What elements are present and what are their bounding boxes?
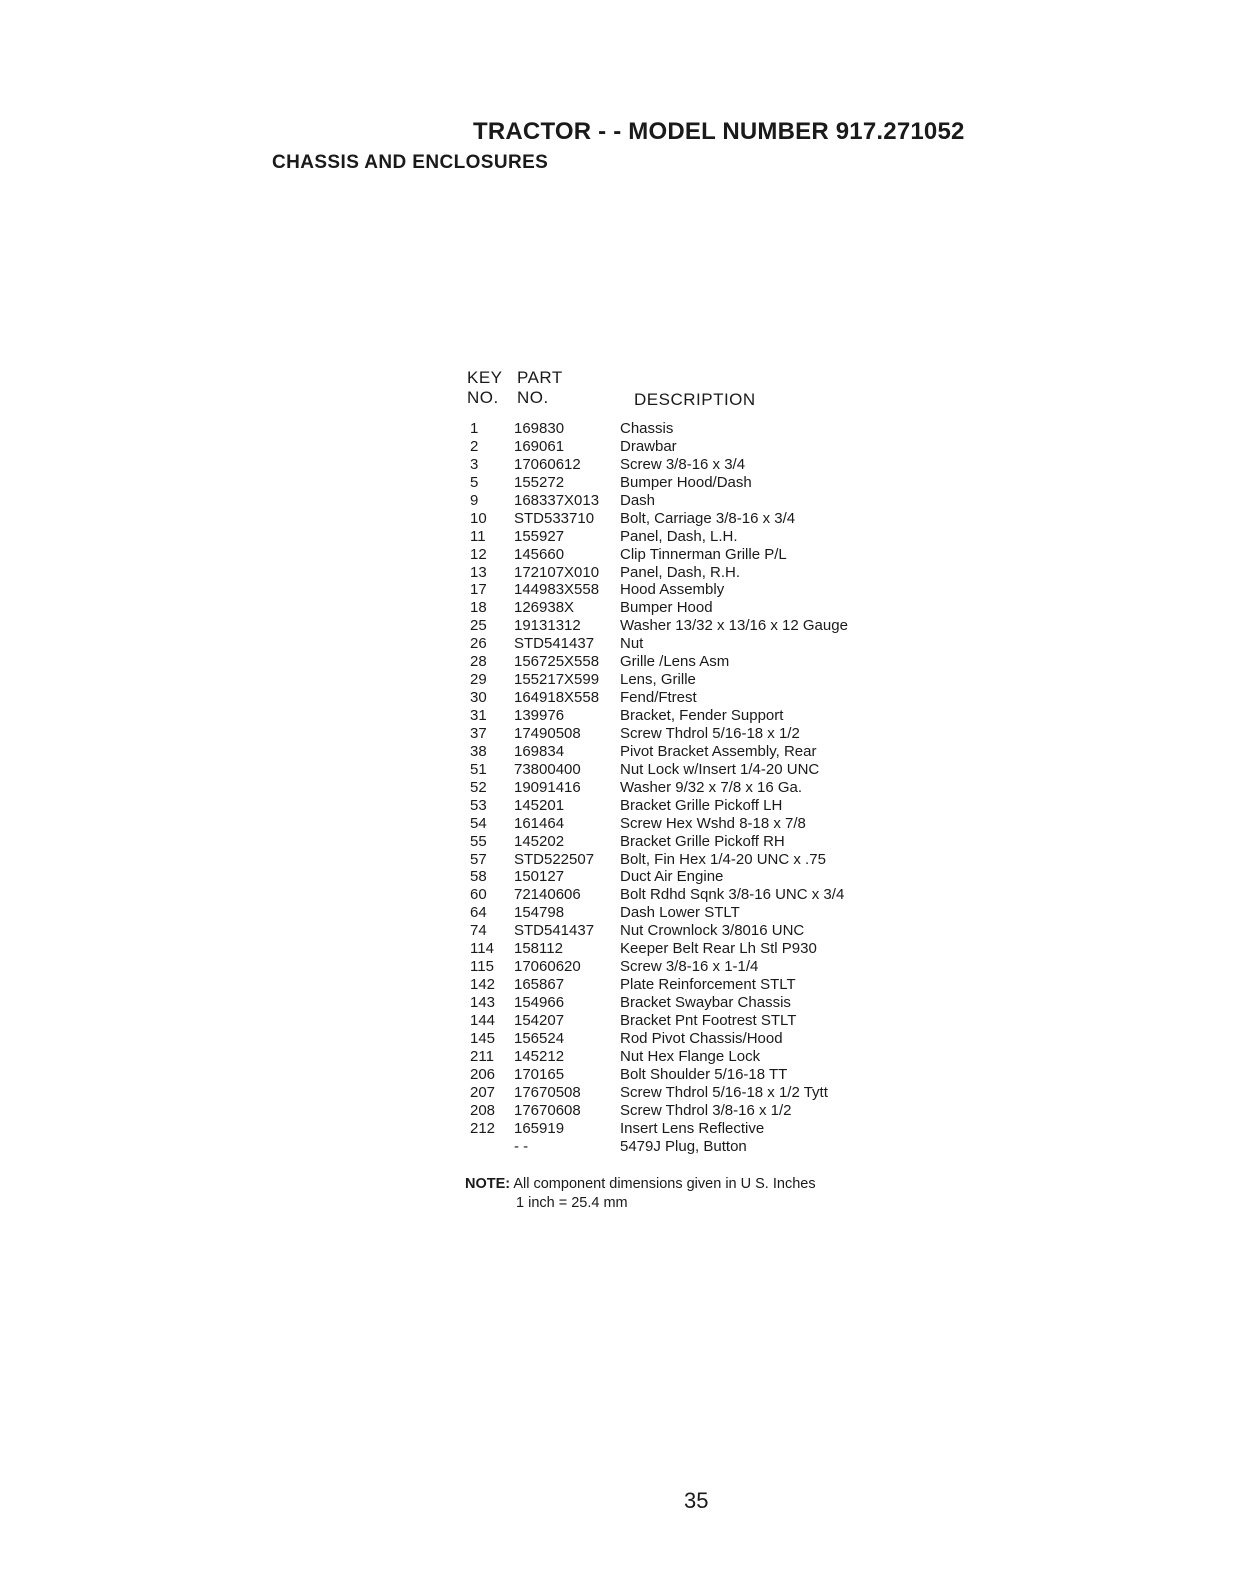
part-no: 17670508 [514, 1083, 581, 1101]
key-no: 60 [470, 886, 487, 904]
part-no: 17060612 [514, 455, 581, 473]
key-no: 51 [470, 760, 487, 778]
key-no: 30 [470, 689, 487, 707]
description: Nut [620, 635, 644, 653]
key-no: 1 [470, 420, 479, 437]
key-no: 28 [470, 653, 487, 671]
key-no: 3 [470, 455, 479, 473]
description: Panel, Dash, L.H. [620, 527, 738, 545]
part-no: 172107X010 [514, 563, 600, 581]
key-no: 26 [470, 635, 487, 653]
key-no: 57 [470, 850, 487, 868]
description: Hood Assembly [620, 581, 725, 599]
note-line1: All component dimensions given in U S. Inches [510, 1176, 816, 1192]
description: Bolt Rdhd Sqnk 3/8-16 UNC x 3/4 [620, 886, 845, 904]
key-no: 31 [470, 707, 487, 724]
description: Bracket, Fender Support [620, 707, 784, 724]
description: Screw Thdrol 5/16-18 x 1/2 [620, 724, 800, 742]
key-no: 17 [470, 581, 487, 599]
description: Bolt, Carriage 3/8-16 x 3/4 [620, 509, 796, 527]
header-part-line1: PART [517, 368, 563, 387]
description: Keeper Belt Rear Lh Stl P930 [620, 940, 817, 958]
description: Screw Thdrol 5/16-18 x 1/2 Tytt [620, 1083, 828, 1101]
part-no: 169834 [514, 742, 565, 760]
page-number: 35 [684, 1488, 709, 1513]
part-no: 170165 [514, 1065, 565, 1083]
part-no: 17670608 [514, 1101, 581, 1119]
part-no: 155217X599 [514, 671, 600, 689]
note-conversion: 1 inch = 25.4 mm [516, 1195, 628, 1211]
description: Plate Reinforcement STLT [620, 976, 796, 994]
description: Chassis [620, 420, 674, 437]
key-no: 212 [470, 1119, 496, 1137]
part-no: STD522507 [514, 850, 595, 868]
key-no: 114 [470, 940, 494, 958]
description: Bracket Swaybar Chassis [620, 994, 791, 1011]
part-no: 139976 [514, 707, 565, 724]
key-no: 38 [470, 742, 487, 760]
key-no: 143 [470, 994, 496, 1011]
description: Panel, Dash, R.H. [620, 563, 741, 581]
key-no: 11 [470, 527, 486, 545]
part-no: 155927 [514, 527, 565, 545]
key-no: 142 [470, 976, 496, 994]
part-no: 165919 [514, 1119, 565, 1137]
key-no: 207 [470, 1083, 496, 1101]
part-no: 158112 [514, 940, 563, 958]
description: Nut Lock w/Insert 1/4-20 UNC [620, 760, 820, 778]
description: Drawbar [620, 437, 677, 455]
key-no: 55 [470, 832, 487, 850]
part-no: 145202 [514, 832, 565, 850]
description: Bolt Shoulder 5/16-18 TT [620, 1065, 788, 1083]
key-no: 145 [470, 1029, 496, 1047]
description: Fend/Ftrest [620, 689, 697, 707]
part-no: 73800400 [514, 760, 581, 778]
description: Bracket Pnt Footrest STLT [620, 1011, 797, 1029]
description: Bolt, Fin Hex 1/4-20 UNC x .75 [620, 850, 826, 868]
part-no: 150127 [514, 868, 565, 886]
description: Duct Air Engine [620, 868, 724, 886]
part-no: 155272 [514, 473, 565, 491]
description: Clip Tinnerman Grille P/L [620, 545, 787, 563]
key-no: 144 [470, 1011, 496, 1029]
part-no: 126938X [514, 599, 575, 617]
description: 5479J Plug, Button [620, 1137, 747, 1155]
part-no: 145660 [514, 545, 565, 563]
part-no: 168337X013 [514, 491, 600, 509]
part-no: 19091416 [514, 778, 581, 796]
part-no: 17490508 [514, 724, 581, 742]
key-no: 208 [470, 1101, 496, 1119]
part-no: 156524 [514, 1029, 565, 1047]
key-no: 18 [470, 599, 487, 617]
page-title: TRACTOR - - MODEL NUMBER 917.271052 [473, 118, 965, 145]
part-no: 169061 [514, 437, 565, 455]
description: Bumper Hood/Dash [620, 473, 752, 491]
description: Dash Lower STLT [620, 904, 740, 922]
key-no: 64 [470, 904, 487, 922]
description: Bumper Hood [620, 599, 713, 617]
key-no: 9 [470, 491, 479, 509]
part-no: 165867 [514, 976, 565, 994]
part-no: 17060620 [514, 958, 581, 976]
description: Nut Hex Flange Lock [620, 1047, 761, 1065]
description: Nut Crownlock 3/8016 UNC [620, 922, 805, 940]
part-no: 145201 [514, 796, 565, 814]
description: Bracket Grille Pickoff RH [620, 832, 785, 850]
key-no: 206 [470, 1065, 496, 1083]
header-key-line1: KEY [467, 368, 503, 387]
section-title: CHASSIS AND ENCLOSURES [272, 152, 549, 173]
description: Bracket Grille Pickoff LH [620, 796, 783, 814]
part-no: STD541437 [514, 635, 595, 653]
header-part-line2: NO. [517, 388, 549, 407]
description: Rod Pivot Chassis/Hood [620, 1029, 783, 1047]
key-no: 115 [470, 958, 494, 976]
key-no: 211 [470, 1047, 494, 1065]
key-no: 5 [470, 473, 479, 491]
part-no: STD533710 [514, 509, 595, 527]
part-no: 164918X558 [514, 689, 600, 707]
description: Washer 13/32 x 13/16 x 12 Gauge [620, 617, 848, 635]
key-no: 13 [470, 563, 487, 581]
note-label: NOTE: [465, 1176, 511, 1192]
description: Screw 3/8-16 x 3/4 [620, 455, 746, 473]
key-no: 10 [470, 509, 487, 527]
part-no: STD541437 [514, 922, 595, 940]
part-no: - - [514, 1137, 529, 1155]
key-no: 54 [470, 814, 487, 832]
part-no: 169830 [514, 420, 565, 437]
key-no: 37 [470, 724, 487, 742]
key-no: 52 [470, 778, 487, 796]
part-no: 161464 [514, 814, 565, 832]
key-no: 29 [470, 671, 487, 689]
description: Pivot Bracket Assembly, Rear [620, 742, 817, 760]
part-no: 144983X558 [514, 581, 600, 599]
part-no: 156725X558 [514, 653, 600, 671]
part-no: 154207 [514, 1011, 565, 1029]
part-no: 145212 [514, 1047, 565, 1065]
key-no: 74 [470, 922, 487, 940]
part-no: 154966 [514, 994, 565, 1011]
part-no: 72140606 [514, 886, 581, 904]
description: Screw Hex Wshd 8-18 x 7/8 [620, 814, 806, 832]
description: Washer 9/32 x 7/8 x 16 Ga. [620, 778, 803, 796]
description: Screw 3/8-16 x 1-1/4 [620, 958, 759, 976]
description: Screw Thdrol 3/8-16 x 1/2 [620, 1101, 792, 1119]
description: Lens, Grille [620, 671, 696, 689]
key-no: 58 [470, 868, 487, 886]
key-no: 2 [470, 437, 479, 455]
part-no: 154798 [514, 904, 565, 922]
header-key-line2: NO. [467, 388, 499, 407]
key-no: 53 [470, 796, 487, 814]
key-no: 25 [470, 617, 487, 635]
header-description: DESCRIPTION [634, 390, 756, 409]
note [465, 1176, 816, 1192]
key-no: 12 [470, 545, 487, 563]
description: Insert Lens Reflective [620, 1119, 765, 1137]
part-no: 19131312 [514, 617, 581, 635]
description: Grille /Lens Asm [620, 653, 730, 671]
description: Dash [620, 491, 656, 509]
